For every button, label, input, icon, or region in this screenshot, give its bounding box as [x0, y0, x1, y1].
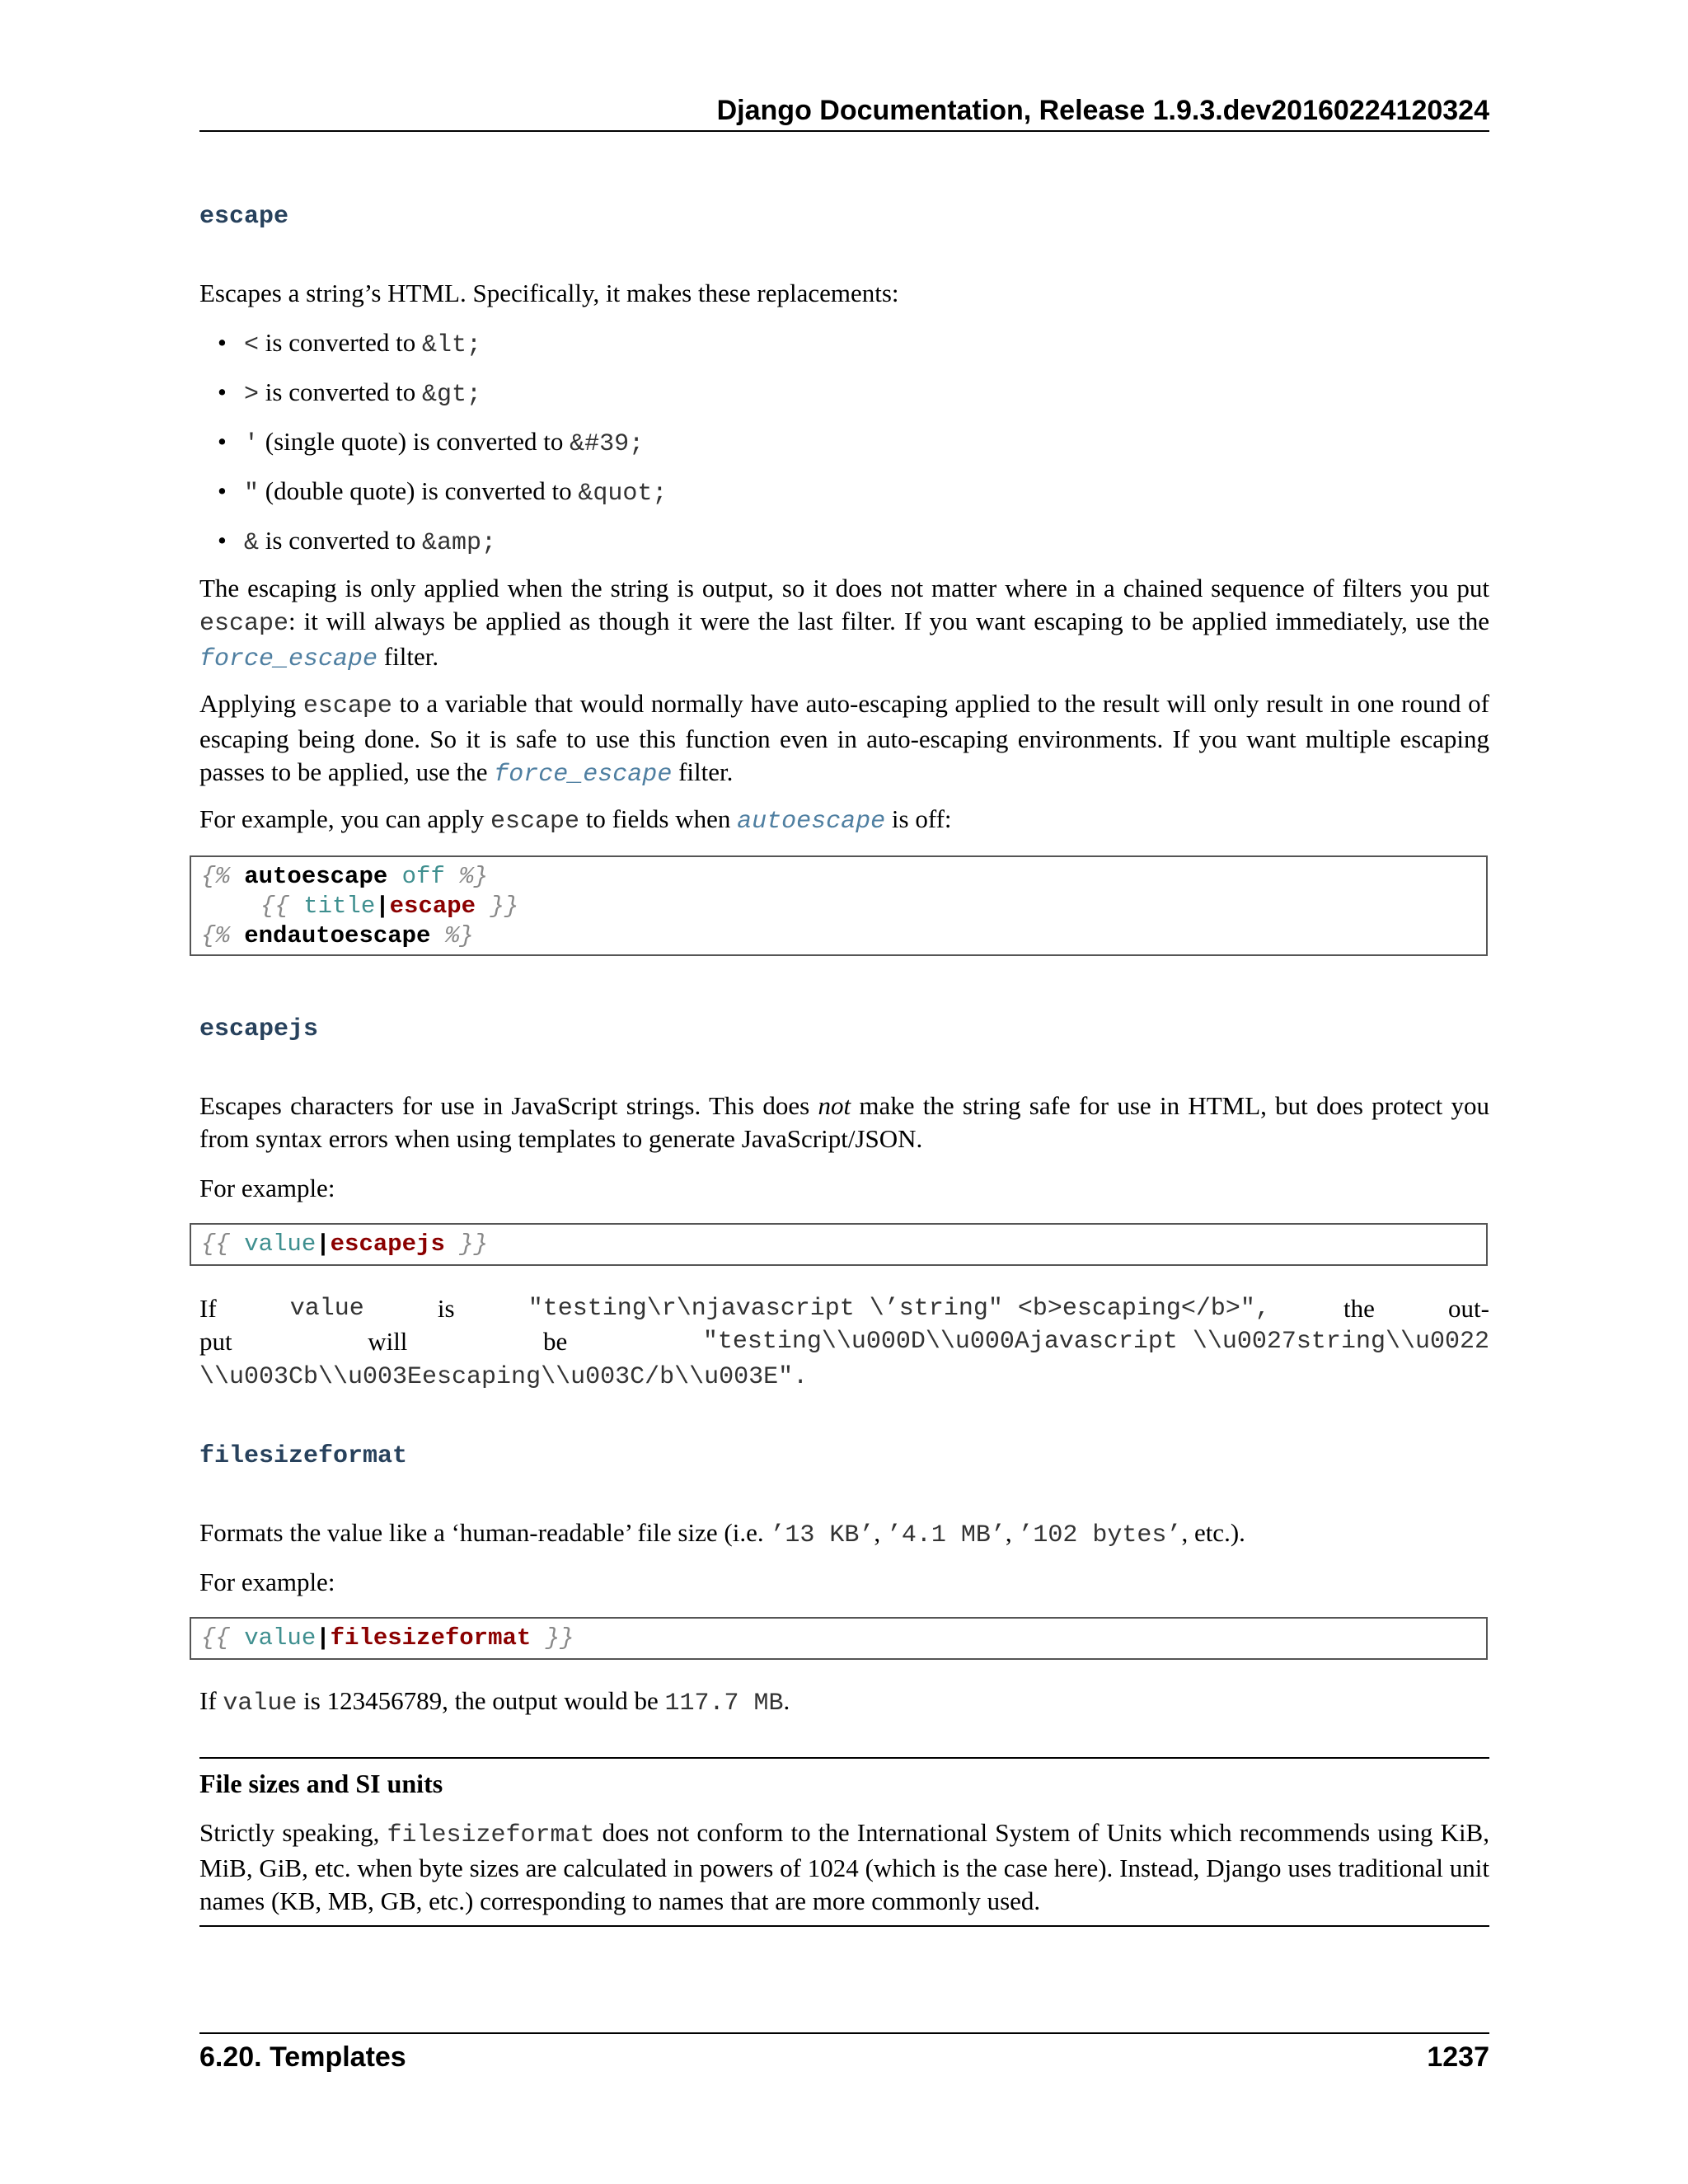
filesizeformat-paragraph: Formats the value like a ‘human-readable’ file size (i.e. ’13 KB’, ’4.1 MB’, ’102 bytes’, etc.).: [199, 1518, 1245, 1549]
autoescape-link[interactable]: autoescape: [737, 808, 886, 836]
list-item: • & is converted to &amp;: [244, 524, 496, 560]
code-line: {{ title|escape }}: [260, 893, 519, 920]
footer-section: 6.20. Templates: [199, 2041, 406, 2073]
escapejs-paragraph: Escapes characters for use in JavaScript strings. This does not make the string safe for use in HTML, but does protect you from syntax errors when using templates to generate JavaScript/JSON.: [199, 1091, 1490, 1153]
code-line: {{ value|escapejs }}: [201, 1230, 489, 1258]
code-block-filesizeformat: [190, 1617, 1488, 1660]
list-item: • < is converted to &lt;: [244, 326, 481, 362]
note-top-rule: [199, 1757, 1489, 1759]
list-item: • > is converted to &gt;: [244, 376, 481, 411]
force-escape-link[interactable]: force_escape: [199, 645, 378, 673]
code-block-escapejs: [190, 1223, 1488, 1266]
page-number: 1237: [1427, 2041, 1489, 2073]
code-line: {{ value|filesizeformat }}: [201, 1624, 574, 1652]
escape-paragraph-2: Applying escape to a variable that would normally have auto-escaping applied to the result will only result in one round of escaping being done. So it is safe to use this function even in auto-escaping environments. If you want multiple escaping passes to be applied, use the force_escape filter.: [199, 689, 1489, 789]
code-line: {% autoescape off %}: [201, 863, 489, 890]
page-header: [199, 92, 1489, 132]
header-title: Django Documentation, Release 1.9.3.dev20160224120324: [716, 95, 1489, 126]
force-escape-link[interactable]: force_escape: [494, 761, 673, 789]
escapejs-example-label: For example:: [199, 1174, 335, 1202]
filesizeformat-result: If value is 123456789, the output would be 117.7 MB.: [199, 1686, 790, 1718]
note-body: Strictly speaking, filesizeformat does not conform to the International System of Units which recommends using KiB, MiB, GiB, etc. when byte sizes are calculated in powers of 1024 (which is the case here). Instead, Django uses traditional unit names (KB, MB, GB, etc.) corresponding to names that are more commonly used.: [199, 1818, 1489, 1915]
section-heading-filesizeformat: filesizeformat: [199, 1442, 408, 1470]
escapejs-result: [199, 1292, 1489, 1394]
escape-paragraph-1: The escaping is only applied when the string is output, so it does not matter where in a chained sequence of filters you put escape: it will always be applied as though it were the last filter. If you want escaping to be applied immediately, use the force_escape filter.: [199, 574, 1489, 673]
note-bottom-rule: [199, 1925, 1489, 1927]
section-heading-escapejs: escapejs: [199, 1015, 319, 1043]
page-footer: [199, 2032, 1489, 2075]
result-line: \\u003Cb\\u003Eescaping\\u003C/b\\u003E".: [199, 1363, 809, 1391]
list-item: • " (double quote) is converted to &quot;: [244, 475, 667, 510]
section-heading-escape: escape: [199, 203, 289, 231]
result-line: If value is "testing\r\njavascript \’string" <b>escaping</b>", the out-: [199, 1294, 1489, 1323]
list-item: • ' (single quote) is converted to &#39;: [244, 425, 644, 461]
escape-paragraph-3: For example, you can apply escape to fields when autoescape is off:: [199, 804, 952, 836]
filesizeformat-example-label: For example:: [199, 1568, 335, 1596]
escape-intro: Escapes a string’s HTML. Specifically, it makes these replacements:: [199, 279, 899, 307]
document-page: [199, 0, 1489, 2184]
result-line: put will be "testing\\u000D\\u000Ajavascript \\u0027string\\u0022: [199, 1327, 1489, 1356]
note-title: File sizes and SI units: [199, 1769, 443, 1798]
code-line: {% endautoescape %}: [201, 922, 474, 949]
code-block-autoescape: [190, 855, 1488, 956]
